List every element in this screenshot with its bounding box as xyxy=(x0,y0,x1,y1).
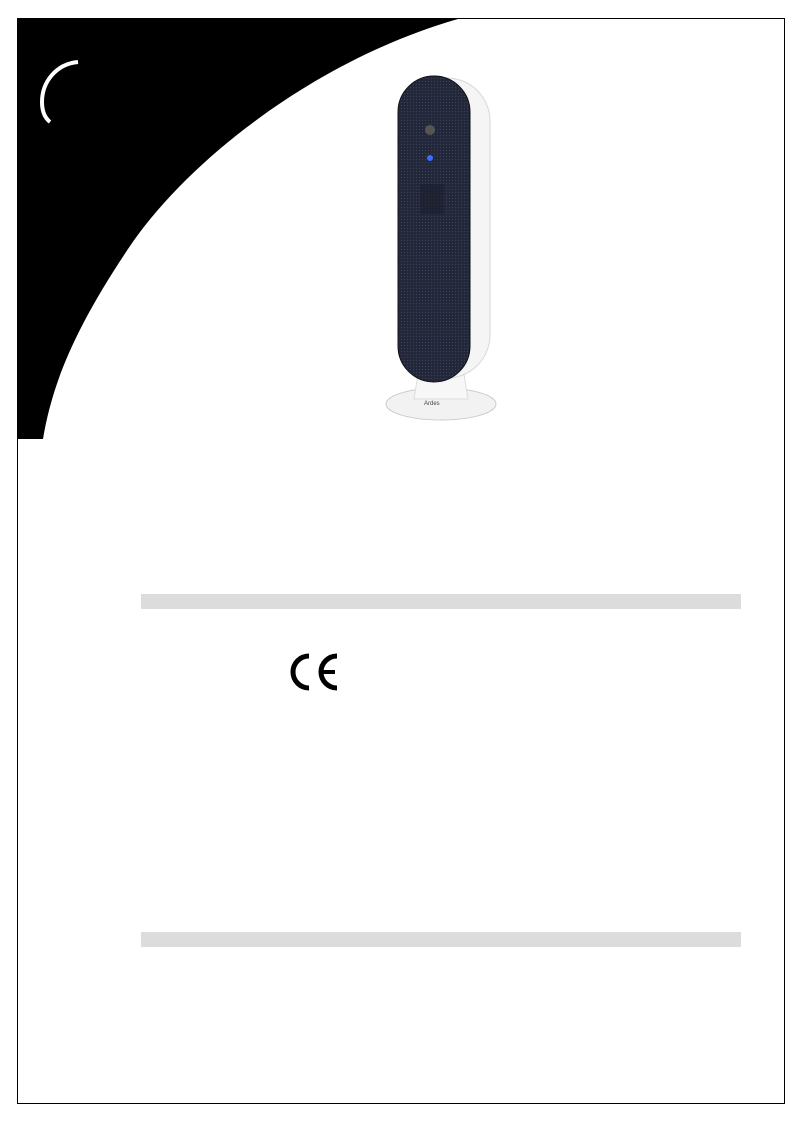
ardes-logo xyxy=(38,58,228,158)
svg-text:Ardes: Ardes xyxy=(424,401,440,407)
product-image xyxy=(376,74,506,422)
ce-mark-icon xyxy=(285,652,343,692)
separator-band xyxy=(141,932,741,947)
spec-table-header xyxy=(141,594,741,609)
